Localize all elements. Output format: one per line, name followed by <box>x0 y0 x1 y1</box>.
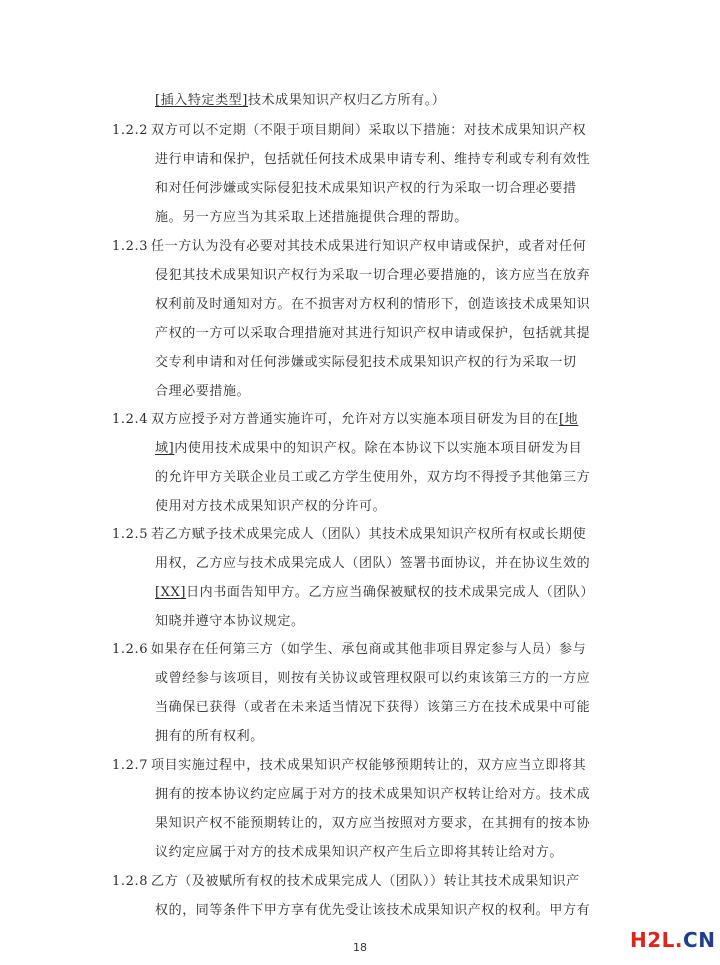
clause-line <box>155 440 582 458</box>
clause-text: 日内书面告知甲方。乙方应当确保被赋权的技术成果完成人（团队） <box>186 585 595 600</box>
clause-line <box>151 411 578 429</box>
placeholder-bracket: [XX] <box>155 585 187 600</box>
clause-line: 合理必要措施。 <box>155 384 251 399</box>
clause-line: 和对任何涉嫌或实际侵犯技术成果知识产权的行为采取一切合理必要措 <box>155 181 577 196</box>
placeholder-bracket: 域] <box>155 441 175 456</box>
clause-line: 的允许甲方关联企业员工或乙方学生使用外，双方均不得授予其他第三方 <box>155 470 591 485</box>
clause-number: 1.2.7 <box>112 758 149 773</box>
placeholder-bracket: [地 <box>559 412 579 427</box>
clause-line: 权利前及时通知对方。在不损害对方权利的情形下，创造该技术成果知识 <box>155 297 591 312</box>
watermark-part1: H2L <box>630 928 675 952</box>
clause-line: 项目实施过程中，技术成果知识产权能够预期转让的，双方应当立即将其 <box>151 758 587 773</box>
clause-line: 乙方（及被赋所有权的技术成果完成人（团队））转让其技术成果知识产 <box>151 874 580 889</box>
page-number: 18 <box>353 941 367 954</box>
watermark-part2: CN <box>683 928 716 952</box>
clause-line: 当确保已获得（或者在未来适当情况下获得）该第三方在技术成果中可能 <box>155 700 591 715</box>
clause-text: 内使用技术成果中的知识产权。除在本协议下以实施本项目研发为目 <box>174 441 583 456</box>
clause-line: 用权，乙方应与技术成果完成人（团队）签署书面协议，并在协议生效的 <box>155 556 591 571</box>
clause-line: 任一方认为没有必要对其技术成果进行知识产权申请或保护，或者对任何 <box>151 239 587 254</box>
site-watermark-logo <box>630 928 715 952</box>
clause-line: 知晓并遵守本协议规定。 <box>155 614 305 629</box>
lead-line <box>155 92 445 110</box>
clause-line: 或曾经参与该项目，则按有关协议或管理权限可以约束该第三方的一方应 <box>155 671 591 686</box>
clause-line: 拥有的所有权利。 <box>155 729 264 744</box>
clause-number: 1.2.4 <box>112 412 149 427</box>
clause-line: 果知识产权不能预期转让的，双方应当按照对方要求，在其拥有的按本协 <box>155 816 591 831</box>
clause-line: 施。另一方应当为其采取上述措施提供合理的帮助。 <box>155 210 468 225</box>
clause-line: 产权的一方可以采取合理措施对其进行知识产权申请或保护，包括就其提 <box>155 326 591 341</box>
clause-number: 1.2.5 <box>112 527 149 542</box>
clause-line: 侵犯其技术成果知识产权行为采取一切合理必要措施的，该方应当在放弃 <box>155 268 591 283</box>
clause-line <box>155 584 594 602</box>
clause-line: 若乙方赋予技术成果完成人（团队）其技术成果知识产权所有权或长期使 <box>151 527 587 542</box>
clause-line: 权的，同等条件下甲方享有优先受让该技术成果知识产权的权利。甲方有 <box>155 903 591 918</box>
clause-number: 1.2.6 <box>112 642 149 657</box>
clause-line: 如果存在任何第三方（如学生、承包商或其他非项目界定参与人员）参与 <box>151 642 587 657</box>
clause-line: 使用对方技术成果知识产权的分许可。 <box>155 499 387 514</box>
lead-text: 技术成果知识产权归乙方所有。） <box>247 93 446 108</box>
clause-line: 议约定应属于对方的技术成果知识产权产生后立即将其转让给对方。 <box>155 845 564 860</box>
clause-line: 双方可以不定期（不限于项目期间）采取以下措施：对技术成果知识产权 <box>151 123 587 138</box>
clause-line: 交专利申请和对任何涉嫌或实际侵犯技术成果知识产权的行为采取一切 <box>155 355 577 370</box>
clause-number: 1.2.3 <box>112 239 149 254</box>
clause-line: 进行申请和保护，包括就任何技术成果申请专利、维持专利或专利有效性 <box>155 152 591 167</box>
clause-text: 双方应授予对方普通实施许可，允许对方以实施本项目研发为目的在 <box>151 412 560 427</box>
placeholder-bracket: [插入特定类型] <box>155 93 248 108</box>
clause-line: 拥有的按本协议约定应属于对方的技术成果知识产权转让给对方。技术成 <box>155 787 591 802</box>
watermark-dot: . <box>674 928 684 952</box>
clause-number: 1.2.8 <box>112 874 149 889</box>
clause-number: 1.2.2 <box>112 123 149 138</box>
